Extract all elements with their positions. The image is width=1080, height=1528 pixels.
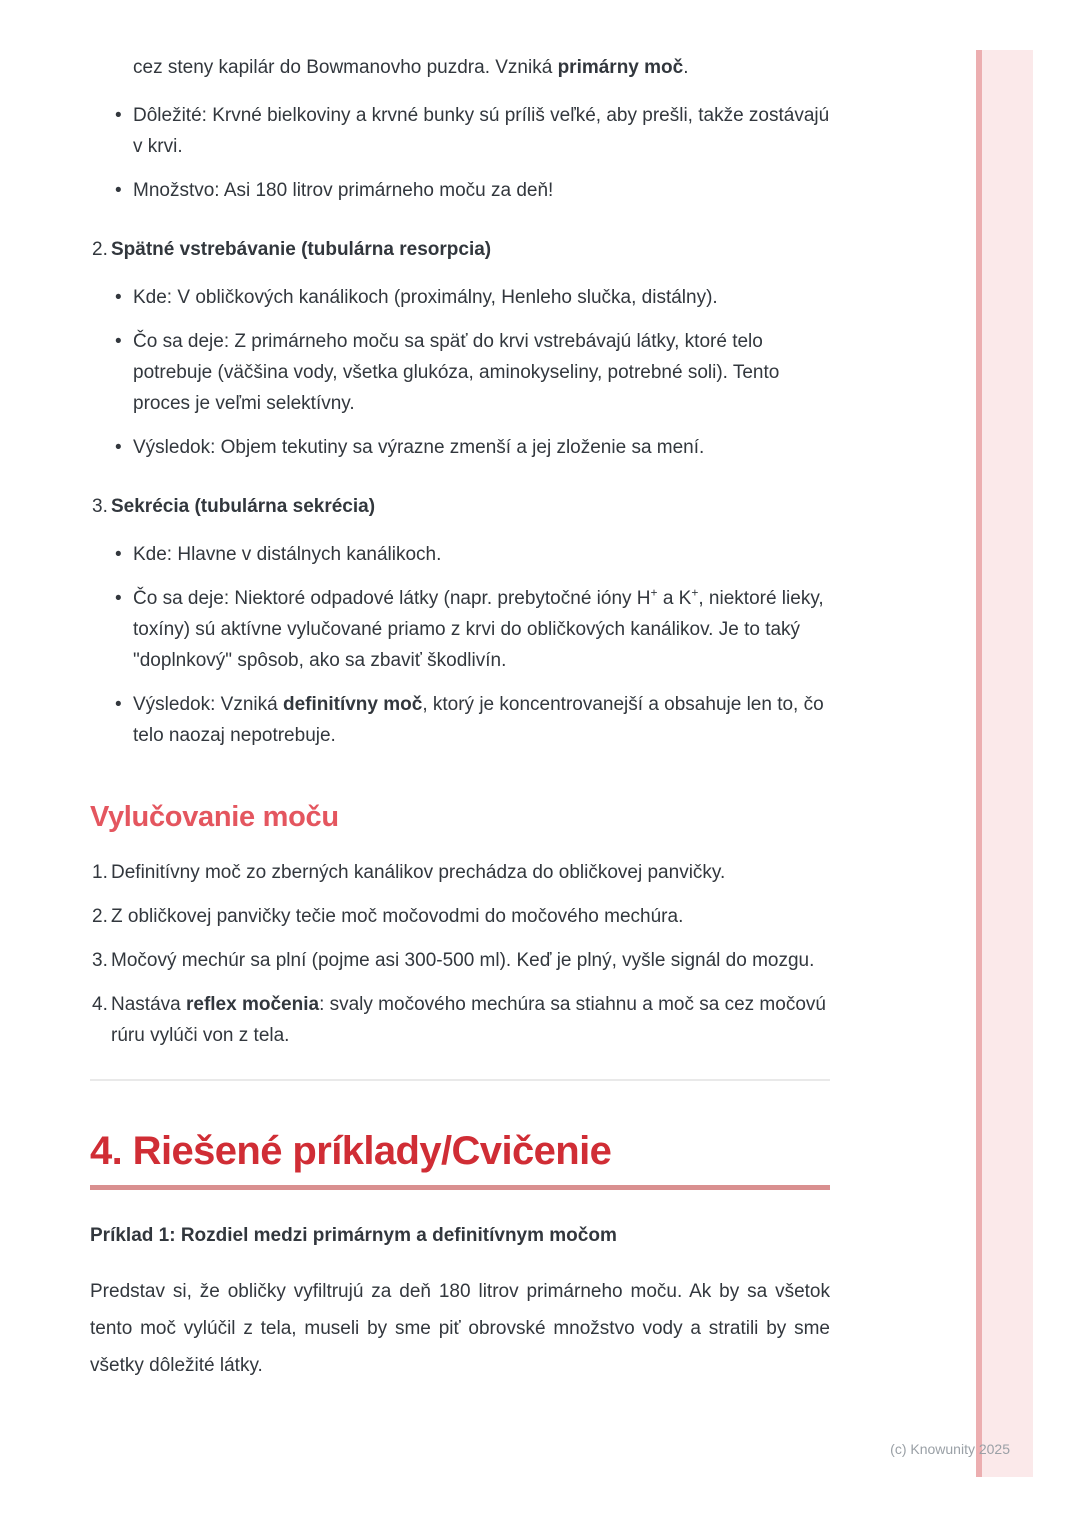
filtration-bullet-list [90, 100, 830, 206]
excretion-numbered-list [90, 857, 830, 1051]
bold-primary-urine: primárny moč [557, 57, 684, 78]
list-item [90, 583, 830, 676]
document-content [90, 52, 830, 1384]
example-1-title: Príklad 1: Rozdiel medzi primárnym a definitívnym močom [90, 1225, 617, 1246]
chapter-heading-underline [90, 1185, 830, 1190]
section-3-heading [90, 491, 830, 522]
text-run: : svaly močového mechúra sa stiahnu a moč sa cez močovú rúru vylúči von z tela. [111, 994, 826, 1046]
list-item: • Čo sa deje: Z primárneho moču sa späť do krvi vstrebávajú látky, ktoré telo potrebuje (väčšina vody, všetka glukóza, aminokyseliny, potrebné soli). Tento proces je veľmi selektívny. [90, 326, 830, 419]
example-1-text: Predstav si, že obličky vyfiltrujú za deň 180 litrov primárneho moču. Ak by sa všetok tento moč vylúčil z tela, museli by sme piť obrovské množstvo vody a stratili by sme všetky dôležité látky. [90, 1281, 830, 1376]
text-run: Definitívny moč zo zberných kanálikov prechádza do obličkovej panvičky. [111, 862, 726, 883]
superscript-plus: + [650, 585, 658, 600]
section-divider [90, 1079, 830, 1081]
bold-micturition-reflex: reflex močenia [185, 994, 320, 1015]
text-run: Z obličkovej panvičky tečie moč močovodmi do močového mechúra. [111, 906, 684, 927]
list-item [90, 689, 830, 751]
secretion-bullet-list [90, 539, 830, 751]
text-run: , niektoré lieky, toxíny) sú aktívne vylučované priamo z krvi do obličkových kanálikov. Je to taký "doplnkový" spôsob, ako sa zbaviť škodlivín. [133, 588, 824, 671]
resorption-bullet-list [90, 282, 830, 463]
section-2-title: Spätné vstrebávanie (tubulárna resorpcia) [111, 239, 492, 260]
text-run: Čo sa deje: Niektoré odpadové látky (napr. prebytočné ióny H [133, 588, 651, 609]
list-item: • Množstvo: Asi 180 litrov primárneho moču za deň! [90, 175, 830, 206]
superscript-plus: + [691, 585, 699, 600]
copyright-watermark: (c) Knowunity 2025 [890, 1441, 1010, 1457]
paragraph-continuation [90, 52, 830, 83]
item-number: 4. [92, 994, 108, 1015]
item-number: 1. [92, 862, 108, 883]
text-run: Výsledok: Vzniká [133, 694, 283, 715]
list-item: • Výsledok: Objem tekutiny sa výrazne zmenší a jej zloženie sa mení. [90, 432, 830, 463]
numbered-item [90, 901, 830, 932]
text-run: cez steny kapilár do Bowmanovho puzdra. Vzniká [133, 57, 558, 78]
text-run: . [683, 57, 689, 78]
text-run: Nastáva [111, 994, 186, 1015]
section-2-number: 2. [92, 239, 108, 260]
page-edge-pink-bar [976, 50, 1033, 1477]
chapter-heading: 4. Riešené príklady/Cvičenie [90, 1129, 612, 1173]
list-item: • Kde: Hlavne v distálnych kanálikoch. [90, 539, 830, 570]
subsection-heading-excretion: Vylučovanie moču [90, 801, 339, 833]
text-run: Močový mechúr sa plní (pojme asi 300-500 ml). Keď je plný, vyšle signál do mozgu. [111, 950, 815, 971]
numbered-item [90, 857, 830, 888]
item-number: 2. [92, 906, 108, 927]
section-2-heading [90, 234, 830, 265]
item-number: 3. [92, 950, 108, 971]
section-3-number: 3. [92, 496, 108, 517]
section-3-title: Sekrécia (tubulárna sekrécia) [111, 496, 376, 517]
list-item: • Kde: V obličkových kanálikoch (proximálny, Henleho slučka, distálny). [90, 282, 830, 313]
list-item: • Dôležité: Krvné bielkoviny a krvné bunky sú príliš veľké, aby prešli, takže zostávajú v krvi. [90, 100, 830, 162]
numbered-item [90, 945, 830, 976]
bold-definitive-urine: definitívny moč [282, 694, 423, 715]
text-run: , ktorý je koncentrovanejší a obsahuje len to, čo telo naozaj nepotrebuje. [133, 694, 824, 746]
text-run: a K [657, 588, 692, 609]
numbered-item [90, 989, 830, 1051]
